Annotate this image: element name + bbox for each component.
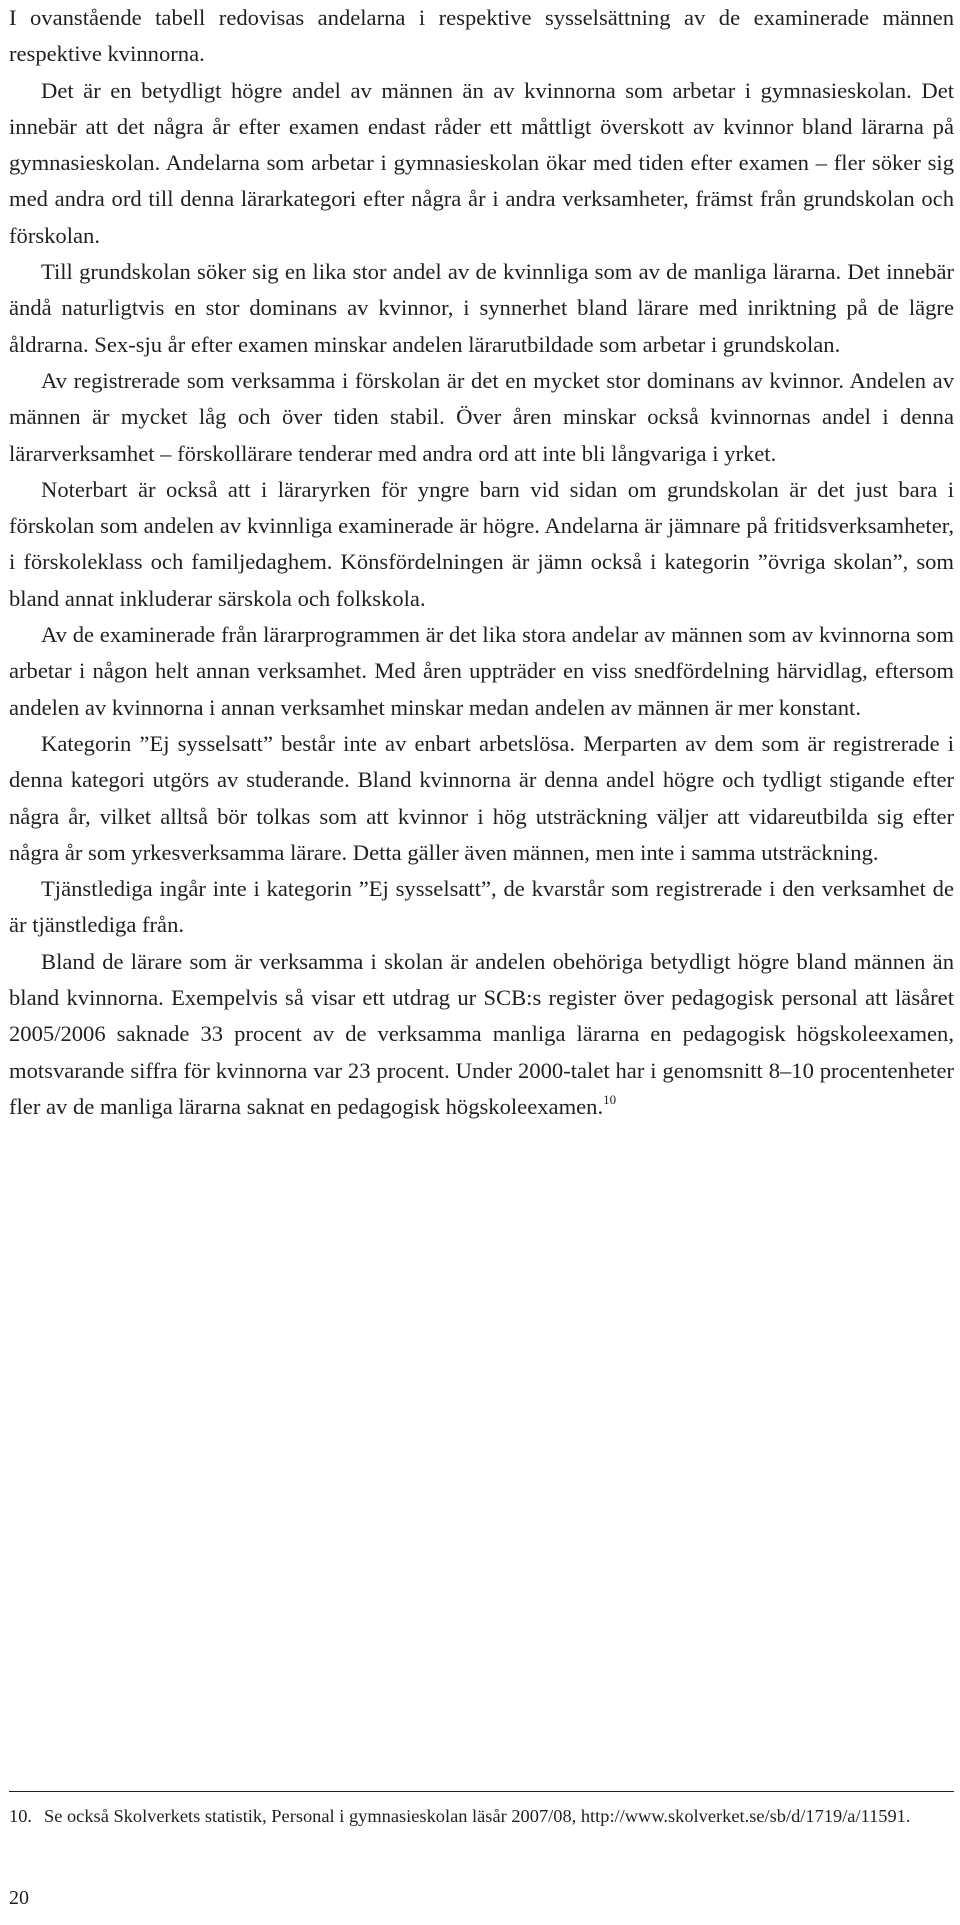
footnote-text: Se också Skolverkets statistik, Personal i gymnasieskolan läsår 2007/08, http://www.skolverket.se/sb/d/1719/a/11591. [44, 1806, 911, 1826]
footnote [9, 1803, 954, 1829]
footnote-reference[interactable]: 10 [603, 1091, 617, 1107]
paragraph-9 [9, 944, 954, 1125]
paragraph-3: Till grundskolan söker sig en lika stor andel av de kvinnliga som av de manliga lärarna. Det innebär ändå naturligtvis en stor dominans av kvinnor, i synnerhet bland lärare med inriktning på de lägre åldrarna. Sex-sju år efter examen minskar andelen lärarutbildade som arbetar i grundskolan. [9, 259, 954, 357]
body-text [9, 0, 954, 1125]
paragraph-7: Kategorin ”Ej sysselsatt” består inte av enbart arbetslösa. Merparten av dem som är registrerade i denna kategori utgörs av studerande. Bland kvinnorna är denna andel högre och tydligt stigande efter några år, vilket alltså bör tolkas som att kvinnor i hög utsträckning väljer att vidareutbilda sig efter några år som yrkesverksamma lärare. Detta gäller även männen, men inte i samma utsträckning. [9, 730, 954, 865]
footnote-number: 10. [9, 1806, 32, 1826]
paragraph-8: Tjänstlediga ingår inte i kategorin ”Ej sysselsatt”, de kvarstår som registrerade i den verksamhet de är tjänstlediga från. [9, 876, 954, 938]
paragraph-2: Det är en betydligt högre andel av männen än av kvinnorna som arbetar i gymnasieskolan. Det innebär att det några år efter examen endast råder ett måttligt överskott av kvinnor bland lärarna på gymnasieskolan. Andelarna som arbetar i gymnasieskolan ökar med tiden efter examen – fler söker sig med andra ord till denna lärarkategori efter några år i andra verksamheter, främst från grundskolan och förskolan. [9, 77, 954, 248]
paragraph-4: Av registrerade som verksamma i förskolan är det en mycket stor dominans av kvinnor. Andelen av männen är mycket låg och över tiden stabil. Över åren minskar också kvinnornas andel i denna lärarverksamhet – förskollärare tenderar med andra ord att inte bli långvariga i yrket. [9, 367, 954, 466]
paragraph-9-text: Bland de lärare som är verksamma i skolan är andelen obehöriga betydligt högre bland männen än bland kvinnorna. Exempelvis så visar ett utdrag ur SCB:s register över pedagogisk personal att läsåret 2005/2006 saknade 33 procent av de verksamma manliga lärarna en pedagogisk högskoleexamen, motsvarande siffra för kvinnorna var 23 procent. Under 2000-talet har i genomsnitt 8–10 procentenheter fler av de manliga lärarna saknat en pedagogisk högskoleexamen. [9, 948, 954, 1119]
paragraph-6: Av de examinerade från lärarprogrammen är det lika stora andelar av männen som av kvinnorna som arbetar i någon helt annan verksamhet. Med åren uppträder en viss snedfördelning härvidlag, eftersom andelen av kvinnorna i annan verksamhet minskar medan andelen av männen är mer konstant. [9, 622, 954, 720]
paragraph-5: Noterbart är också att i läraryrken för yngre barn vid sidan om grundskolan är det just bara i förskolan som andelen av kvinnliga examinerade är högre. Andelarna är jämnare på fritidsverksamheter, i förskoleklass och familjedaghem. Könsfördelningen är jämn också i kategorin ”övriga skolan”, som bland annat inkluderar särskola och folkskola. [9, 476, 954, 611]
page-number: 20 [9, 1887, 29, 1909]
paragraph-1: I ovanstående tabell redovisas andelarna i respektive sysselsättning av de examinerade männen respektive kvinnorna. [9, 5, 954, 67]
footnote-divider [9, 1791, 954, 1792]
